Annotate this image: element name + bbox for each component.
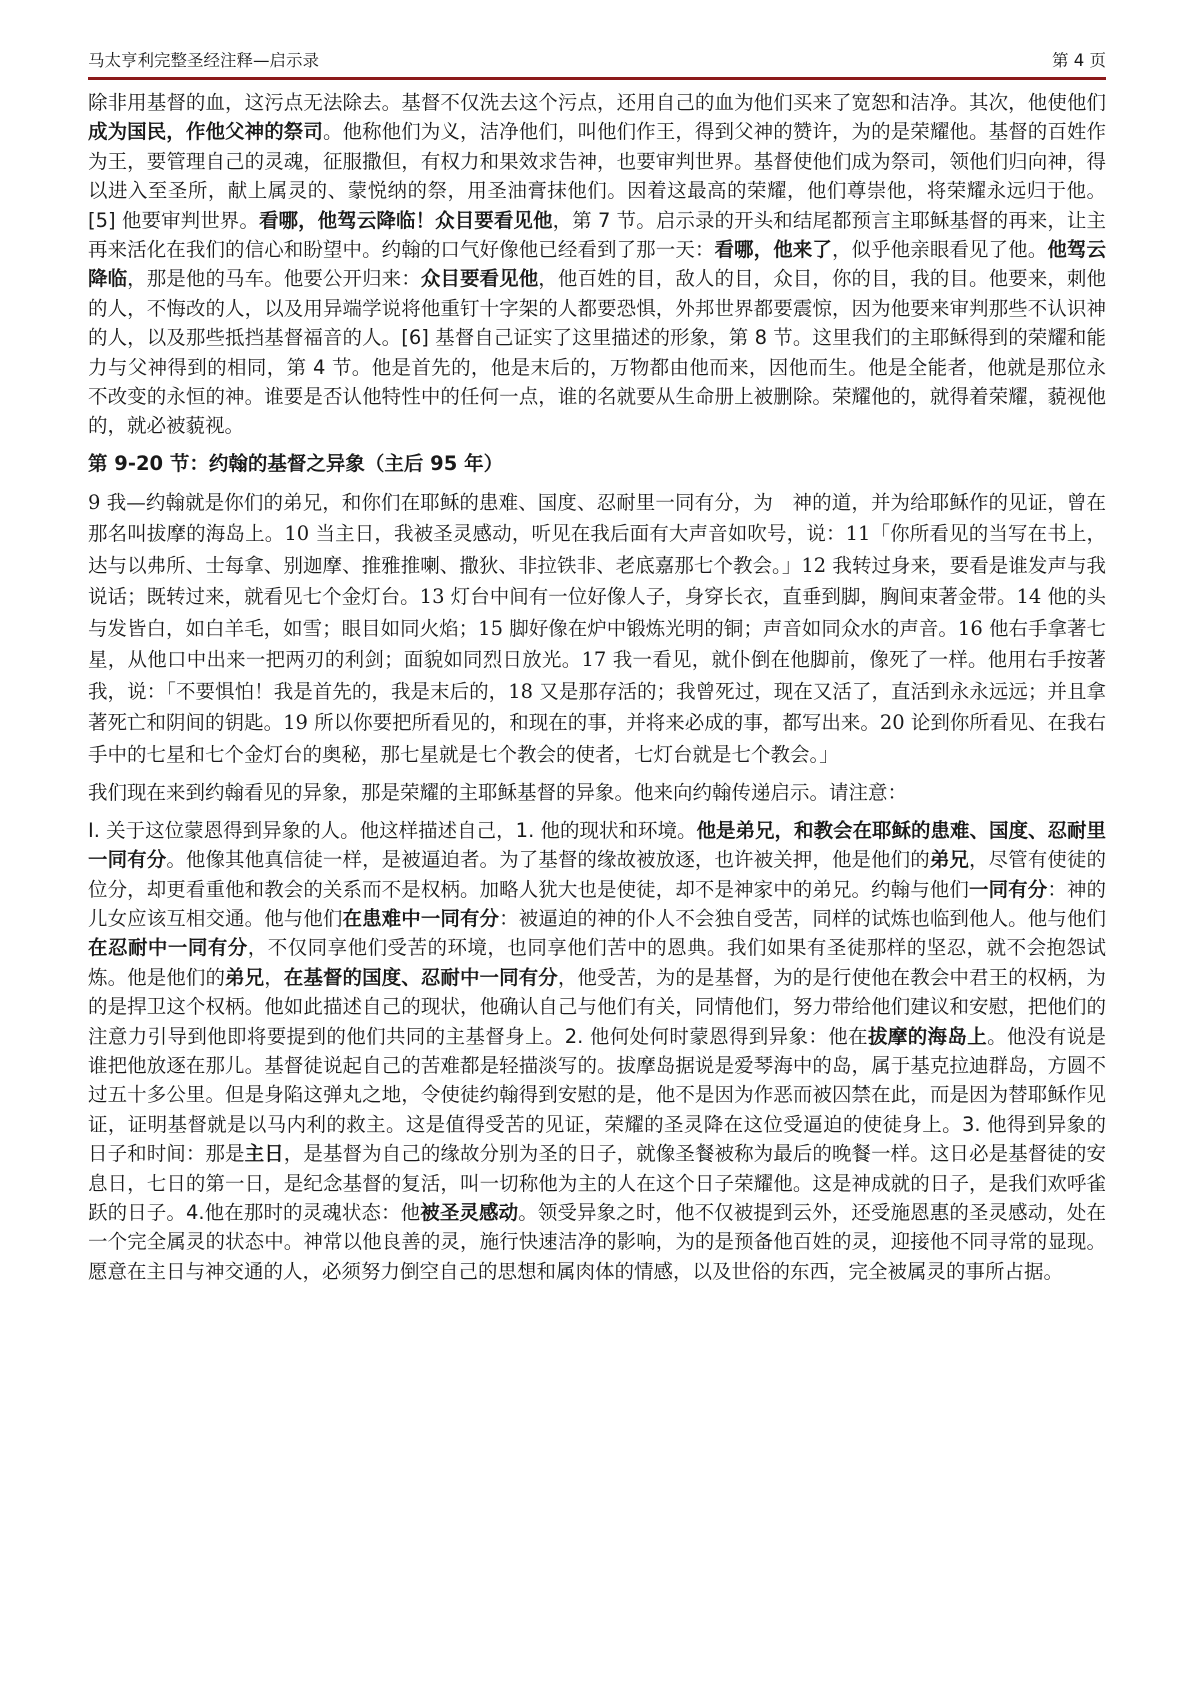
- emphasis-run: 主日: [244, 1142, 284, 1166]
- emphasis-run: 众目要看见他: [420, 267, 539, 291]
- text-run: ：神的儿女应该互相交通。他与他们: [88, 877, 1106, 930]
- text-run: ，不仅同享他们受苦的环境，也同享他们苦中的恩典。我们如果有圣徒那样的坚忍，就不会抱怨试炼。他是他们的: [88, 936, 1106, 989]
- emphasis-run: 在基督的国度、忍耐中一同有分: [283, 965, 558, 989]
- text-run: ，他百姓的目，敌人的目，众目，你的目，我的目。他要来，刺他的人，不悔改的人，以及用异端学说将他重钉十字架的人都要恐惧，外邦世界都要震惊，因为他要来审判那些不认识神的人，以及那些抵挡基督福音的人。[6] 基督自己证实了这里描述的形象，第 8 节。这里我们的主耶稣得到的荣耀和能力与父神得到的相同，第 4 节。他是首先的，他是末后的，万物都由他而来，因他而生。他是全能者，他就是那位永不改变的永恒的神。谁要是否认他特性中的任何一点，谁的名就要从生命册上被删除。荣耀他的，就得着荣耀，藐视他的，就必被藐视。: [88, 267, 1106, 438]
- text-run: ，他受苦，为的是基督，为的是行使他在教会中君王的权柄，为的是捍卫这个权柄。他如此描述自己的现状，他确认自己与他们有关，同情他们，努力带给他们建议和安慰，把他们的注意力引导到他即将要提到的他们共同的主基督身上。2. 他何处何时蒙恩得到异象：他在: [88, 965, 1106, 1048]
- emphasis-run: 在患难中一同有分: [342, 907, 500, 930]
- text-run: ，似乎他亲眼看见了他。: [831, 238, 1048, 262]
- emphasis-run: 弟兄: [929, 848, 969, 872]
- header-divider: [88, 77, 1106, 80]
- emphasis-run: 在忍耐中一同有分: [88, 936, 248, 960]
- page-number: 第 4 页: [1052, 51, 1106, 70]
- text-run: ，尽管有使徒的位分，却更看重他和教会的关系而不是权柄。加略人犹大也是使徒，却不是神家中的弟兄。约翰与他们: [88, 848, 1106, 901]
- emphasis-run: 看哪，他驾云降临！众目要看见他: [258, 208, 553, 232]
- emphasis-run: 弟兄: [225, 965, 265, 989]
- point-one-paragraph: [88, 816, 1106, 1287]
- text-run: I. 关于这位蒙恩得到异象的人。他这样描述自己，1. 他的现状和环境。: [88, 818, 697, 842]
- text-run: ，那是他的马车。他要公开归来：: [127, 267, 421, 291]
- emphasis-run: 成为国民，作他父神的祭司: [88, 120, 323, 144]
- intro-paragraph: [88, 88, 1106, 441]
- text-run: ，: [264, 965, 284, 989]
- text-run: 。他没有说是谁把他放逐在那儿。基督徒说起自己的苦难都是轻描淡写的。拔摩岛据说是爱琴海中的岛，属于基克拉迪群岛，方圆不过五十多公里。但是身陷这弹丸之地，令使徒约翰得到安慰的是，他不是因为作恶而被囚禁在此，而是因为替耶稣作见证，证明基督就是以马内利的救主。这是值得受苦的见证，荣耀的圣灵降在这位受逼迫的使徒身上。3. 他得到异象的日子和时间：那是: [88, 1024, 1106, 1166]
- text-run: 。他像其他真信徒一样，是被逼迫者。为了基督的缘故被放逐，也许被关押，他是他们的: [166, 848, 930, 872]
- text-run: 。领受异象之时，他不仅被提到云外，还受施恩惠的圣灵感动，处在一个完全属灵的状态中。神常以他良善的灵，施行快速洁净的影响，为的是预备他百姓的灵，迎接他不同寻常的显现。愿意在主日与神交通的人，必须努力倒空自己的思想和属肉体的情感，以及世俗的东西，完全被属灵的事所占据。: [88, 1201, 1106, 1283]
- emphasis-run: 拔摩的海岛上: [867, 1024, 988, 1048]
- section-heading: 第 9-20 节：约翰的基督之异象（主后 95 年）: [88, 451, 504, 475]
- text-run: 。他称他们为义，洁净他们，叫他们作王，得到父神的赞许，为的是荣耀他。基督的百姓作为王，要管理自己的灵魂，征服撒但，有权力和果效求告神，也要审判世界。基督使他们成为祭司，领他们归向神，得以进入至圣所，献上属灵的、蒙悦纳的祭，用圣油膏抹他们。因着这最高的荣耀，他们尊崇他，将荣耀永远归于他。[5] 他要审判世界。: [88, 120, 1106, 232]
- text-run: 除非用基督的血，这污点无法除去。基督不仅洗去这个污点，还用自己的血为他们买来了宽恕和洁净。其次，他使他们: [88, 91, 1106, 114]
- emphasis-run: 他驾云降临: [88, 238, 1106, 291]
- page-body: [88, 88, 1106, 1294]
- document-title: 马太亨利完整圣经注释—启示录: [88, 51, 319, 70]
- emphasis-run: 看哪，他来了: [714, 238, 832, 262]
- emphasis-run: 一同有分: [969, 877, 1048, 901]
- emphasis-run: 被圣灵感动: [420, 1201, 519, 1225]
- text-run: ：被逼迫的神的仆人不会独自受苦，同样的试炼也临到他人。他与他们: [499, 907, 1106, 930]
- page-header: [88, 46, 1106, 76]
- scripture-passage: 9 我—约翰就是你们的弟兄，和你们在耶稣的患难、国度、忍耐里一同有分，为 神的道，并为给耶稣作的见证，曾在那名叫拔摩的海岛上。10 当主日，我被圣灵感动，听见在我后面有大声音如吹号，说：11「你所看见的当写在书上，达与以弗所、士每拿、别迦摩、推雅推喇、撒狄、非拉铁非、老底嘉那七个教会。」12 我转过身来，要看是谁发声与我说话；既转过来，就看见七个金灯台。13 灯台中间有一位好像人子，身穿长衣，直垂到脚，胸间束著金带。14 他的头与发皆白，如白羊毛，如雪；眼目如同火焰；15 脚好像在炉中锻炼光明的铜；声音如同众水的声音。16 他右手拿著七星，从他口中出来一把两刃的利剑；面貌如同烈日放光。17 我一看见，就仆倒在他脚前，像死了一样。他用右手按著我，说：「不要惧怕！我是首先的，我是末后的，18 又是那存活的；我曾死过，现在又活了，直活到永永远远；并且拿著死亡和阴间的钥匙。19 所以你要把所看见的，和现在的事，并将来必成的事，都写出来。20 论到你所看见、在我右手中的七星和七个金灯台的奥秘，那七星就是七个教会的使者，七灯台就是七个教会。」: [88, 490, 1106, 766]
- transition-paragraph: 我们现在来到约翰看见的异象，那是荣耀的主耶稣基督的异象。他来向约翰传递启示。请注意：: [88, 781, 908, 805]
- text-run: ，是基督为自己的缘故分别为圣的日子，就像圣餐被称为最后的晚餐一样。这日必是基督徒的安息日，七日的第一日，是纪念基督的复活，叫一切称他为主的人在这个日子荣耀他。这是神成就的日子，是我们欢呼雀跃的日子。4.他在那时的灵魂状态：他: [88, 1142, 1106, 1225]
- emphasis-run: 他是弟兄，和教会在耶稣的患难、国度、忍耐里一同有分: [88, 818, 1106, 872]
- text-run: ，第 7 节。启示录的开头和结尾都预言主耶稣基督的再来，让主再来活化在我们的信心和盼望中。约翰的口气好像他已经看到了那一天：: [88, 208, 1106, 262]
